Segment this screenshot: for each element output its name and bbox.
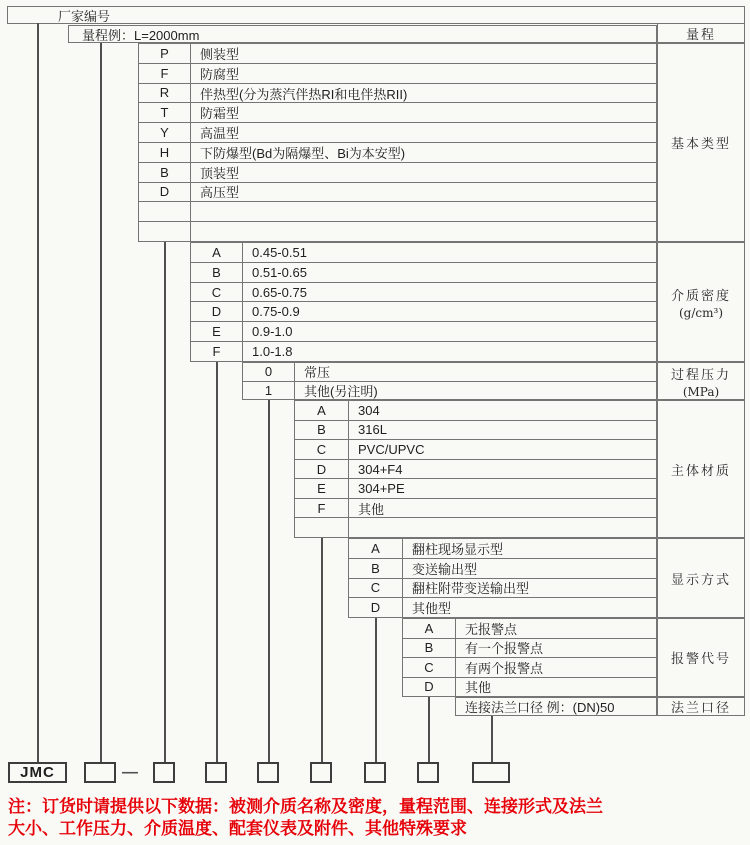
code-cell: H bbox=[139, 143, 191, 162]
category-label-text: 法兰口径 bbox=[670, 701, 731, 716]
table-row bbox=[349, 559, 656, 579]
description-cell: 翻柱现场显示型 bbox=[412, 541, 504, 557]
table-row bbox=[403, 619, 656, 639]
code-cell: R bbox=[139, 84, 191, 103]
manufacturer-code-label: 厂家编号 bbox=[58, 8, 111, 24]
description-cell bbox=[349, 518, 656, 537]
order-note-line1: 注：订货时请提供以下数据：被测介质名称及密度，量程范围、连接形式及法兰 bbox=[8, 797, 603, 816]
table-row bbox=[139, 123, 656, 143]
code-cell: D bbox=[349, 598, 403, 617]
table-row bbox=[349, 579, 656, 599]
description-cell: 常压 bbox=[304, 365, 331, 381]
code-cell: C bbox=[349, 579, 403, 598]
category-label-body-material bbox=[657, 400, 745, 538]
description-cell: 防腐型 bbox=[200, 66, 240, 82]
code-cell: F bbox=[295, 499, 349, 518]
section-basic-type bbox=[138, 43, 657, 242]
description-cell: 其他型 bbox=[412, 601, 452, 617]
code-cell: B bbox=[349, 559, 403, 578]
category-label-basic-type bbox=[657, 43, 745, 242]
code-cell: F bbox=[139, 64, 191, 83]
code-cell: D bbox=[403, 678, 456, 697]
code-cell: 0 bbox=[243, 363, 295, 381]
model-code-box-4 bbox=[257, 762, 279, 783]
category-label-range bbox=[657, 23, 745, 43]
description-cell: 侧装型 bbox=[200, 46, 240, 62]
table-row bbox=[139, 84, 656, 104]
model-code-box-8 bbox=[472, 762, 510, 783]
table-row bbox=[295, 518, 656, 537]
code-cell: A bbox=[295, 401, 349, 420]
description-cell bbox=[191, 202, 656, 221]
code-cell bbox=[295, 518, 349, 537]
code-cell: Y bbox=[139, 123, 191, 142]
table-row bbox=[456, 698, 656, 715]
code-cell: A bbox=[403, 619, 456, 638]
category-label-display-mode bbox=[657, 538, 745, 618]
connector-line bbox=[100, 43, 102, 762]
category-label-alarm-code bbox=[657, 618, 745, 697]
code-cell bbox=[139, 202, 191, 221]
category-label-flange-size bbox=[657, 697, 745, 716]
model-code-box-5 bbox=[310, 762, 332, 783]
connector-line bbox=[321, 538, 323, 762]
connector-line bbox=[491, 716, 493, 762]
section-flange-size bbox=[455, 697, 657, 716]
description-cell: 0.9-1.0 bbox=[252, 324, 293, 340]
description-cell: 高压型 bbox=[200, 185, 240, 201]
code-cell: B bbox=[139, 163, 191, 182]
model-code-box-3 bbox=[205, 762, 227, 783]
model-prefix-box: JMC bbox=[8, 762, 67, 783]
connector-line bbox=[37, 23, 39, 762]
table-row bbox=[243, 382, 656, 400]
description-cell: 0.51-0.65 bbox=[252, 264, 307, 280]
code-cell bbox=[139, 222, 191, 241]
description-cell: 翻柱附带变送输出型 bbox=[412, 581, 530, 597]
category-label-range-text: 量程 bbox=[685, 27, 716, 43]
table-row bbox=[403, 639, 656, 659]
section-medium-density bbox=[190, 242, 657, 362]
section-display-mode bbox=[348, 538, 657, 618]
category-label-text: 显示方式 bbox=[670, 572, 731, 588]
table-row bbox=[295, 479, 656, 499]
table-row bbox=[139, 222, 656, 241]
connector-line bbox=[268, 400, 270, 762]
table-row bbox=[139, 183, 656, 203]
model-code-box-6 bbox=[364, 762, 386, 783]
code-cell: C bbox=[191, 283, 243, 302]
code-cell: A bbox=[191, 243, 243, 262]
order-note bbox=[8, 796, 750, 840]
category-label-text: 报警代号 bbox=[670, 652, 731, 667]
description-cell: 其他 bbox=[465, 680, 492, 696]
description-cell: 连接法兰口径 例：(DN)50 bbox=[465, 700, 615, 715]
description-cell bbox=[191, 222, 656, 241]
table-row bbox=[191, 263, 656, 283]
description-cell: 下防爆型(Bd为隔爆型、Bi为本安型) bbox=[200, 145, 406, 161]
description-cell: 无报警点 bbox=[465, 621, 518, 637]
category-label-medium-density bbox=[657, 242, 745, 362]
code-cell: C bbox=[403, 658, 456, 677]
connector-line bbox=[375, 618, 377, 762]
description-cell: 0.75-0.9 bbox=[252, 304, 300, 320]
manufacturer-code-row bbox=[7, 6, 745, 24]
table-row bbox=[403, 678, 656, 697]
table-row bbox=[295, 499, 656, 519]
code-cell: C bbox=[295, 440, 349, 459]
code-cell: E bbox=[295, 479, 349, 498]
description-cell: 0.45-0.51 bbox=[252, 244, 307, 260]
table-row bbox=[139, 143, 656, 163]
table-row bbox=[349, 598, 656, 617]
connector-line bbox=[428, 697, 430, 762]
model-code-box-1 bbox=[84, 762, 116, 783]
description-cell: 0.65-0.75 bbox=[252, 284, 307, 300]
table-row bbox=[139, 163, 656, 183]
table-row bbox=[349, 539, 656, 559]
table-row bbox=[139, 64, 656, 84]
category-label-process-pressure bbox=[657, 362, 745, 400]
description-cell: 顶装型 bbox=[200, 165, 240, 181]
table-row bbox=[295, 440, 656, 460]
table-row bbox=[295, 460, 656, 480]
code-cell: D bbox=[191, 302, 243, 321]
description-cell: 304+PE bbox=[358, 481, 405, 497]
category-label-text: 基本类型 bbox=[670, 137, 731, 152]
table-row bbox=[139, 202, 656, 222]
order-note-line2: 大小、工作压力、介质温度、配套仪表及附件、其他特殊要求 bbox=[8, 819, 467, 838]
table-row bbox=[139, 44, 656, 64]
range-example-label: 量程例：L=2000mm bbox=[82, 27, 200, 43]
description-cell: 其他(另注明) bbox=[304, 383, 378, 399]
description-cell: 1.0-1.8 bbox=[252, 344, 293, 360]
table-row bbox=[191, 342, 656, 361]
connector-line bbox=[216, 362, 218, 762]
description-cell: 伴热型(分为蒸汽伴热RI和电伴热RII) bbox=[200, 86, 408, 102]
description-cell: 316L bbox=[358, 422, 387, 438]
code-cell: B bbox=[191, 263, 243, 282]
code-cell: D bbox=[139, 183, 191, 202]
section-process-pressure bbox=[242, 362, 657, 400]
model-code-box-7 bbox=[417, 762, 439, 783]
description-cell: 有一个报警点 bbox=[465, 641, 544, 657]
model-separator-dash: — bbox=[122, 763, 138, 781]
category-label-text: 过程压力 bbox=[670, 367, 731, 383]
category-label-text: 主体材质 bbox=[670, 463, 731, 479]
table-row bbox=[295, 401, 656, 421]
code-cell: F bbox=[191, 342, 243, 361]
code-cell: A bbox=[349, 539, 403, 558]
table-row bbox=[191, 322, 656, 342]
description-cell: 其他 bbox=[358, 501, 385, 517]
table-row bbox=[191, 302, 656, 322]
table-row bbox=[191, 283, 656, 303]
table-row bbox=[243, 363, 656, 382]
code-cell: 1 bbox=[243, 382, 295, 400]
code-cell: E bbox=[191, 322, 243, 341]
description-cell: 防霜型 bbox=[200, 106, 240, 122]
description-cell: 高温型 bbox=[200, 126, 240, 142]
range-example-row bbox=[68, 25, 657, 43]
code-cell: P bbox=[139, 44, 191, 63]
code-cell: D bbox=[295, 460, 349, 479]
table-row bbox=[403, 658, 656, 678]
code-cell: T bbox=[139, 103, 191, 122]
category-label-subtext: (MPa) bbox=[682, 384, 720, 399]
section-body-material bbox=[294, 400, 657, 538]
description-cell: 变送输出型 bbox=[412, 561, 478, 577]
description-cell: 有两个报警点 bbox=[465, 660, 544, 676]
category-label-subtext: (g/cm³) bbox=[679, 305, 723, 320]
connector-line bbox=[164, 242, 166, 762]
table-row bbox=[139, 103, 656, 123]
table-row bbox=[295, 421, 656, 441]
section-alarm-code bbox=[402, 618, 657, 697]
code-cell: B bbox=[295, 421, 349, 440]
table-row bbox=[191, 243, 656, 263]
code-cell: B bbox=[403, 639, 456, 658]
description-cell: 304+F4 bbox=[358, 461, 403, 477]
category-label-text: 介质密度 bbox=[670, 288, 731, 304]
description-cell: PVC/UPVC bbox=[358, 441, 425, 457]
model-code-box-2 bbox=[153, 762, 175, 783]
description-cell: 304 bbox=[358, 402, 380, 418]
